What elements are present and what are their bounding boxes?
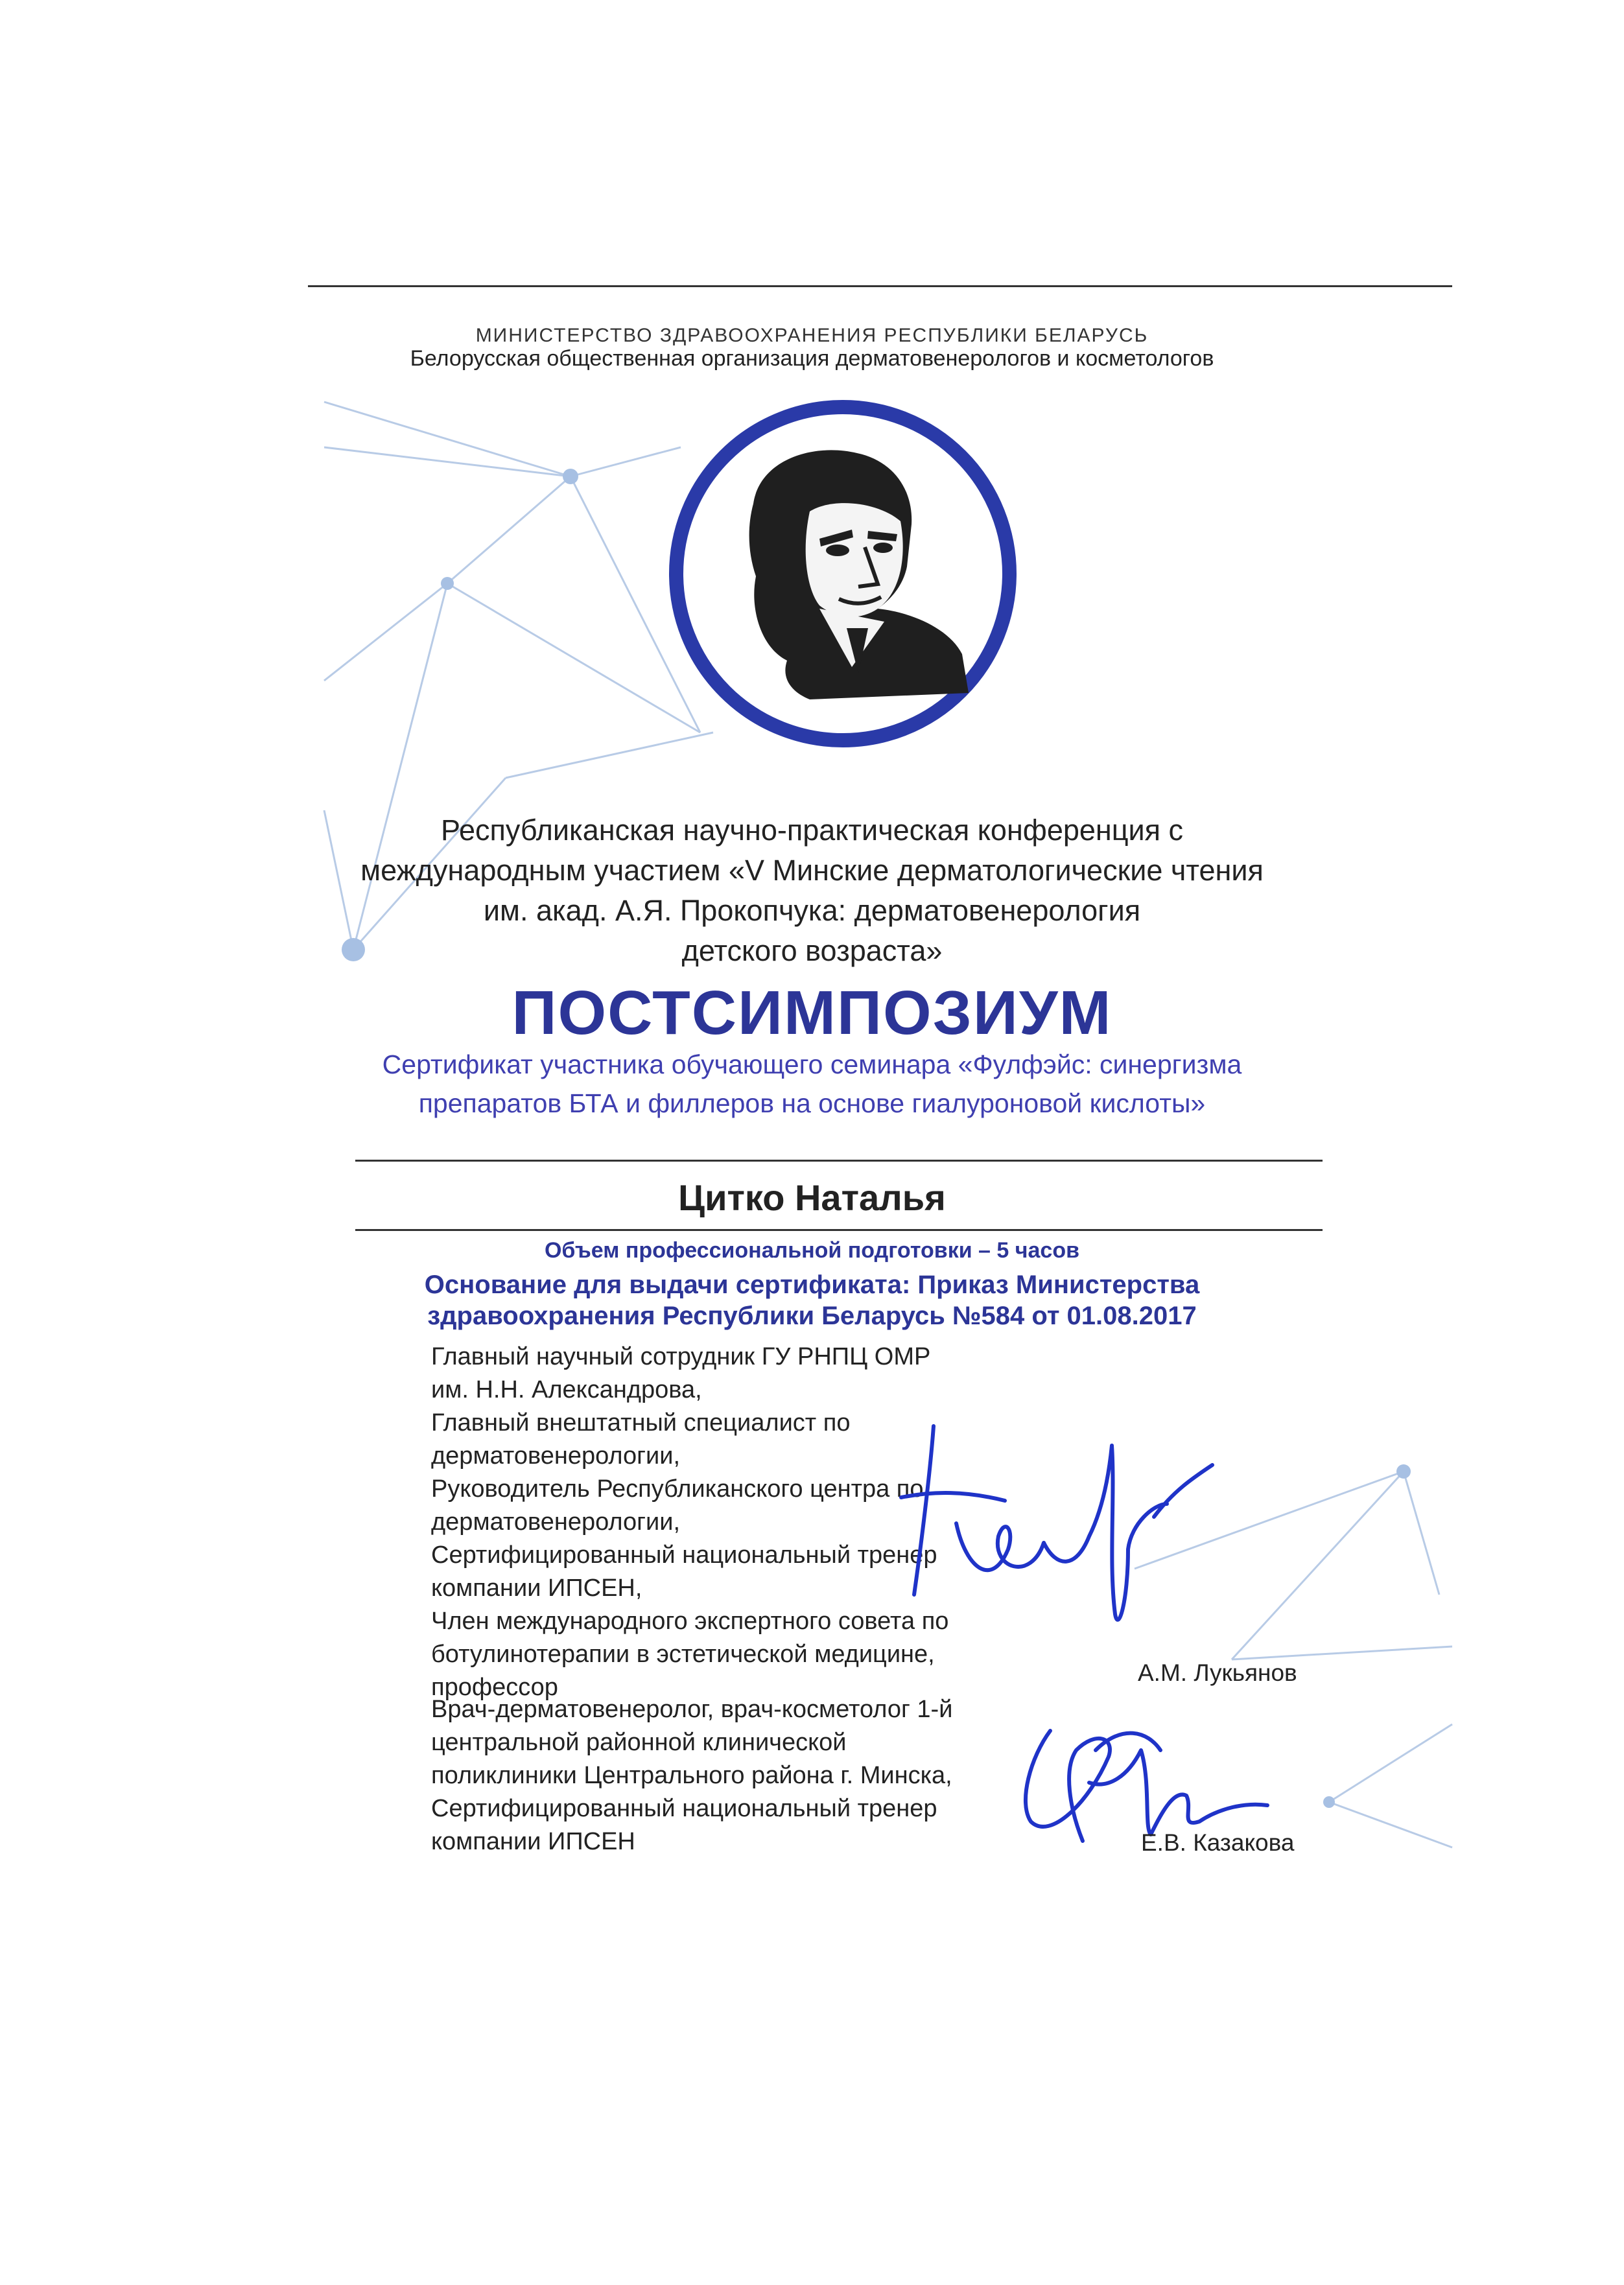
signatory-1-title-line-10: ботулинотерапии в эстетической медицине, bbox=[431, 1641, 935, 1668]
signatory-1-title-line-7: Сертифицированный национальный тренер bbox=[431, 1541, 937, 1569]
signatory-1-title-line-2: им. Н.Н. Александрова, bbox=[431, 1376, 702, 1403]
training-volume: Объем профессиональной подготовки – 5 часов bbox=[544, 1238, 1079, 1263]
name-rule-bottom bbox=[355, 1229, 1323, 1231]
portrait-icon bbox=[683, 414, 1002, 733]
organization-name: Белорусская общественная организация дерматовенерологов и косметологов bbox=[410, 346, 1214, 371]
signatory-2-title-line-3: поликлиники Центрального района г. Минска, bbox=[431, 1762, 952, 1789]
signatory-1-title-line-1: Главный научный сотрудник ГУ РНПЦ ОМР bbox=[431, 1343, 931, 1370]
top-rule bbox=[308, 285, 1452, 287]
certificate-basis-line-1: Основание для выдачи сертификата: Приказ Министерства bbox=[424, 1271, 1200, 1299]
certificate-title: ПОСТСИМПОЗИУМ bbox=[512, 978, 1112, 1048]
signatory-1-title-line-3: Главный внештатный специалист по bbox=[431, 1409, 851, 1436]
signatory-2-title-line-4: Сертифицированный национальный тренер bbox=[431, 1795, 937, 1822]
signatory-2-title-line-1: Врач-дерматовенеролог, врач-косметолог 1-й bbox=[431, 1696, 953, 1723]
signatory-1-title-line-11: профессор bbox=[431, 1674, 558, 1701]
signatory-1-name: А.М. Лукьянов bbox=[1138, 1659, 1297, 1686]
certificate-subtitle-line-1: Сертификат участника обучающего семинара «Фулфэйс: синергизма bbox=[382, 1049, 1242, 1079]
signatory-1-title-line-6: дерматовенерологии, bbox=[431, 1508, 681, 1536]
conference-line-4: детского возраста» bbox=[681, 934, 943, 967]
signature-1-icon bbox=[895, 1420, 1219, 1666]
signatory-2-title-line-2: центральной районной клинической bbox=[431, 1729, 847, 1756]
signatory-1-title-line-9: Член международного экспертного совета по bbox=[431, 1608, 949, 1635]
certificate-basis-line-2: здравоохранения Республики Беларусь №584 от 01.08.2017 bbox=[427, 1302, 1197, 1330]
conference-line-2: международным участием «V Минские дерматологические чтения bbox=[360, 854, 1264, 887]
ministry-heading: МИНИСТЕРСТВО ЗДРАВООХРАНЕНИЯ РЕСПУБЛИКИ БЕЛАРУСЬ bbox=[475, 325, 1149, 346]
signatory-1-title-line-8: компании ИПСЕН, bbox=[431, 1575, 642, 1602]
signatory-1-title-line-5: Руководитель Республиканского центра по bbox=[431, 1475, 924, 1503]
signatory-1-title-line-4: дерматовенерологии, bbox=[431, 1442, 681, 1470]
signatory-2-title-line-5: компании ИПСЕН bbox=[431, 1828, 635, 1855]
conference-line-1: Республиканская научно-практическая конференция с bbox=[440, 814, 1184, 847]
participant-name: Цитко Наталья bbox=[678, 1177, 946, 1218]
signatory-2-name: Е.В. Казакова bbox=[1141, 1829, 1295, 1856]
conference-line-3: им. акад. А.Я. Прокопчука: дерматовенерология bbox=[483, 894, 1141, 927]
certificate-subtitle-line-2: препаратов БТА и филлеров на основе гиалуроновой кислоты» bbox=[418, 1088, 1206, 1118]
portrait-emblem bbox=[669, 400, 1017, 747]
name-rule-top bbox=[355, 1160, 1323, 1162]
